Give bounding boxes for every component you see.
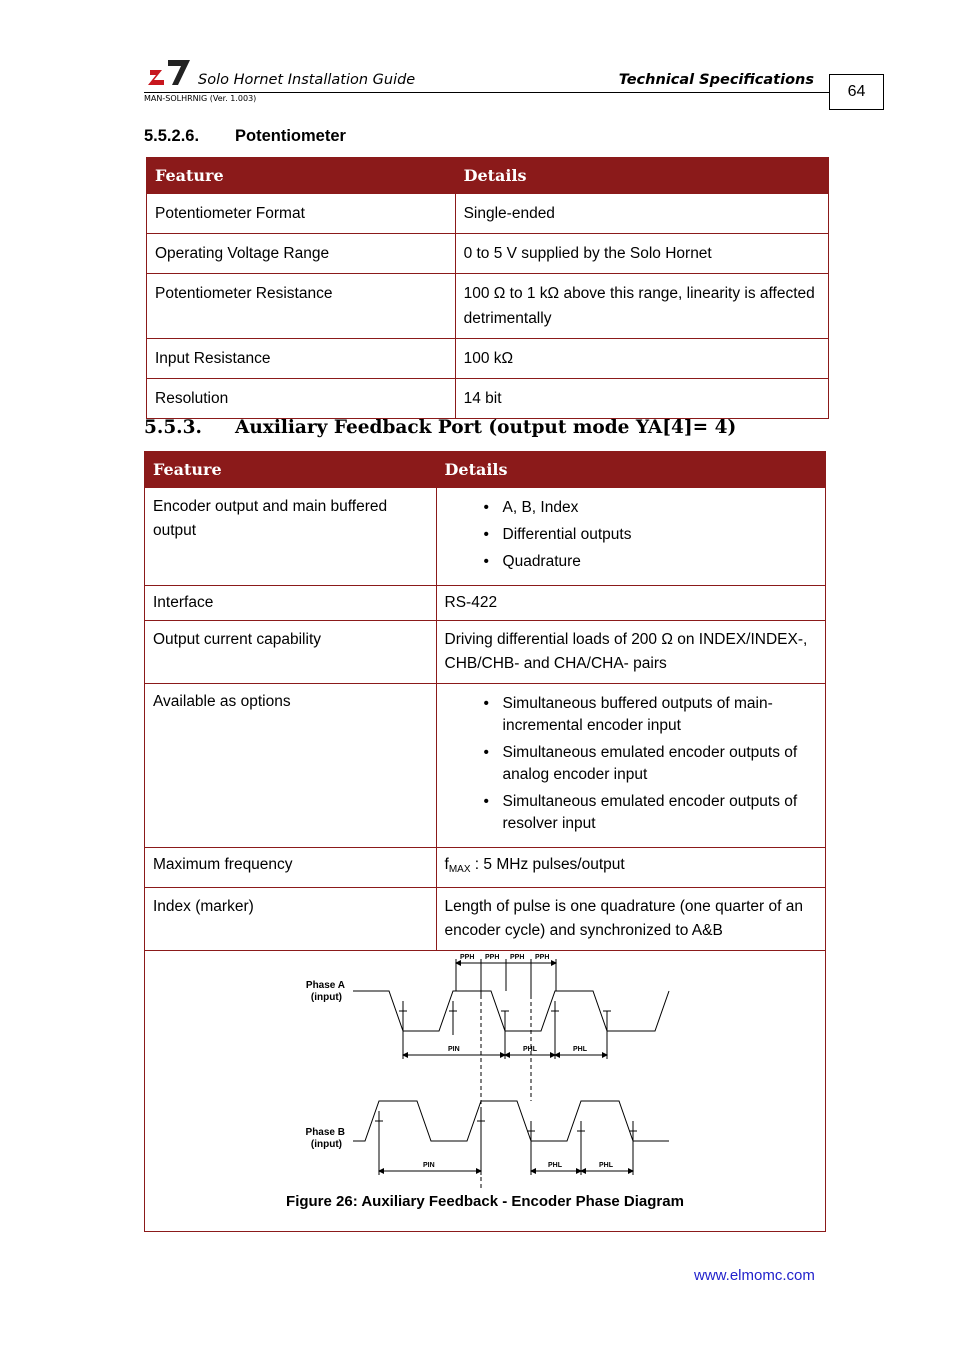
- figure-row: [145, 951, 826, 1232]
- section-title: Technical Specifications: [618, 72, 814, 88]
- aux-heading-number: 5.5.3.: [144, 417, 202, 438]
- list-item: • A, B, Index: [503, 497, 817, 519]
- table-row: [147, 379, 829, 419]
- details-suffix: : 5 MHz pulses/output: [470, 856, 625, 873]
- page-number: 64: [829, 74, 884, 110]
- aux-heading-title: Auxiliary Feedback Port (output mode YA[4]= 4): [235, 417, 737, 438]
- table-row: [147, 234, 829, 274]
- feature-cell: Available as options: [145, 684, 437, 848]
- details-cell: Single-ended: [455, 194, 828, 234]
- potentiometer-heading: [144, 127, 346, 146]
- header-details: Details: [436, 452, 825, 488]
- document-title: Solo Hornet Installation Guide: [198, 72, 416, 88]
- phl-label: PHL: [548, 1162, 562, 1169]
- table-header-row: [147, 158, 829, 194]
- phase-b-waveform: [353, 1101, 669, 1141]
- pph-label: PPH: [460, 954, 475, 961]
- table-row: [145, 488, 826, 586]
- phase-b-label: Phase B: [305, 1127, 345, 1138]
- feature-cell: Output current capability: [145, 621, 437, 684]
- table-row: [147, 194, 829, 234]
- document-id: MAN-SOLHRNIG (Ver. 1.003): [144, 94, 257, 103]
- phl-label: PHL: [599, 1162, 613, 1169]
- aux-feedback-table: [144, 451, 826, 1232]
- table-row: [145, 848, 826, 888]
- details-cell: [436, 684, 825, 848]
- details-prefix: f: [444, 856, 449, 873]
- table-row: [145, 684, 826, 848]
- details-cell: Driving differential loads of 200 Ω on INDEX/INDEX-, CHB/CHB- and CHA/CHA- pairs: [436, 621, 825, 684]
- pin-label: PIN: [423, 1162, 435, 1169]
- details-cell: 100 kΩ: [455, 339, 828, 379]
- details-cell: 100 Ω to 1 kΩ above this range, linearity is affected detrimentally: [455, 274, 828, 339]
- list-item: • Simultaneous emulated encoder outputs of resolver input: [503, 791, 817, 835]
- feature-cell: Input Resistance: [147, 339, 456, 379]
- potentiometer-heading-title: Potentiometer: [235, 127, 346, 145]
- feature-cell: Operating Voltage Range: [147, 234, 456, 274]
- details-cell: 0 to 5 V supplied by the Solo Hornet: [455, 234, 828, 274]
- phl-label: PHL: [523, 1046, 537, 1053]
- table-row: [147, 274, 829, 339]
- list-item: • Simultaneous emulated encoder outputs of analog encoder input: [503, 742, 817, 786]
- bullet-list: [445, 497, 817, 573]
- list-item: • Simultaneous buffered outputs of main-incremental encoder input: [503, 693, 817, 737]
- details-cell: [436, 848, 825, 888]
- table-header-row: [145, 452, 826, 488]
- feature-cell: Maximum frequency: [145, 848, 437, 888]
- potentiometer-table: [146, 157, 829, 419]
- details-cell: Length of pulse is one quadrature (one quarter of an encoder cycle) and synchronized to A&B: [436, 888, 825, 951]
- pph-label: PPH: [485, 954, 500, 961]
- details-cell: 14 bit: [455, 379, 828, 419]
- bullet-list: [445, 693, 817, 835]
- feature-cell: Potentiometer Resistance: [147, 274, 456, 339]
- header-details: Details: [455, 158, 828, 194]
- footer-website-link[interactable]: www.elmomc.com: [694, 1267, 815, 1284]
- table-row: [145, 621, 826, 684]
- feature-cell: Interface: [145, 586, 437, 621]
- phase-b-sublabel: (input): [310, 1139, 342, 1150]
- header-divider: [144, 92, 830, 93]
- phase-a-sublabel: (input): [310, 992, 342, 1003]
- figure-caption: Figure 26: Auxiliary Feedback - Encoder Phase Diagram: [286, 1193, 684, 1210]
- feature-cell: Resolution: [147, 379, 456, 419]
- phl-label: PHL: [573, 1046, 587, 1053]
- header-feature: Feature: [145, 452, 437, 488]
- phase-a-label: Phase A: [305, 980, 345, 991]
- potentiometer-heading-number: 5.5.2.6.: [144, 127, 200, 145]
- pph-label: PPH: [510, 954, 525, 961]
- table-row: [145, 586, 826, 621]
- feature-cell: Potentiometer Format: [147, 194, 456, 234]
- details-cell: RS-422: [436, 586, 825, 621]
- encoder-phase-diagram: [145, 951, 827, 1191]
- figure-cell: [145, 951, 826, 1232]
- pin-label: PIN: [448, 1046, 460, 1053]
- pph-label: PPH: [535, 954, 550, 961]
- header-feature: Feature: [147, 158, 456, 194]
- feature-cell: Encoder output and main buffered output: [145, 488, 437, 586]
- table-row: [147, 339, 829, 379]
- elmo-logo-icon: [148, 58, 190, 88]
- table-row: [145, 888, 826, 951]
- details-subscript: MAX: [448, 864, 471, 875]
- aux-heading: [144, 417, 736, 438]
- feature-cell: Index (marker): [145, 888, 437, 951]
- details-cell: [436, 488, 825, 586]
- list-item: • Quadrature: [503, 551, 817, 573]
- list-item: • Differential outputs: [503, 524, 817, 546]
